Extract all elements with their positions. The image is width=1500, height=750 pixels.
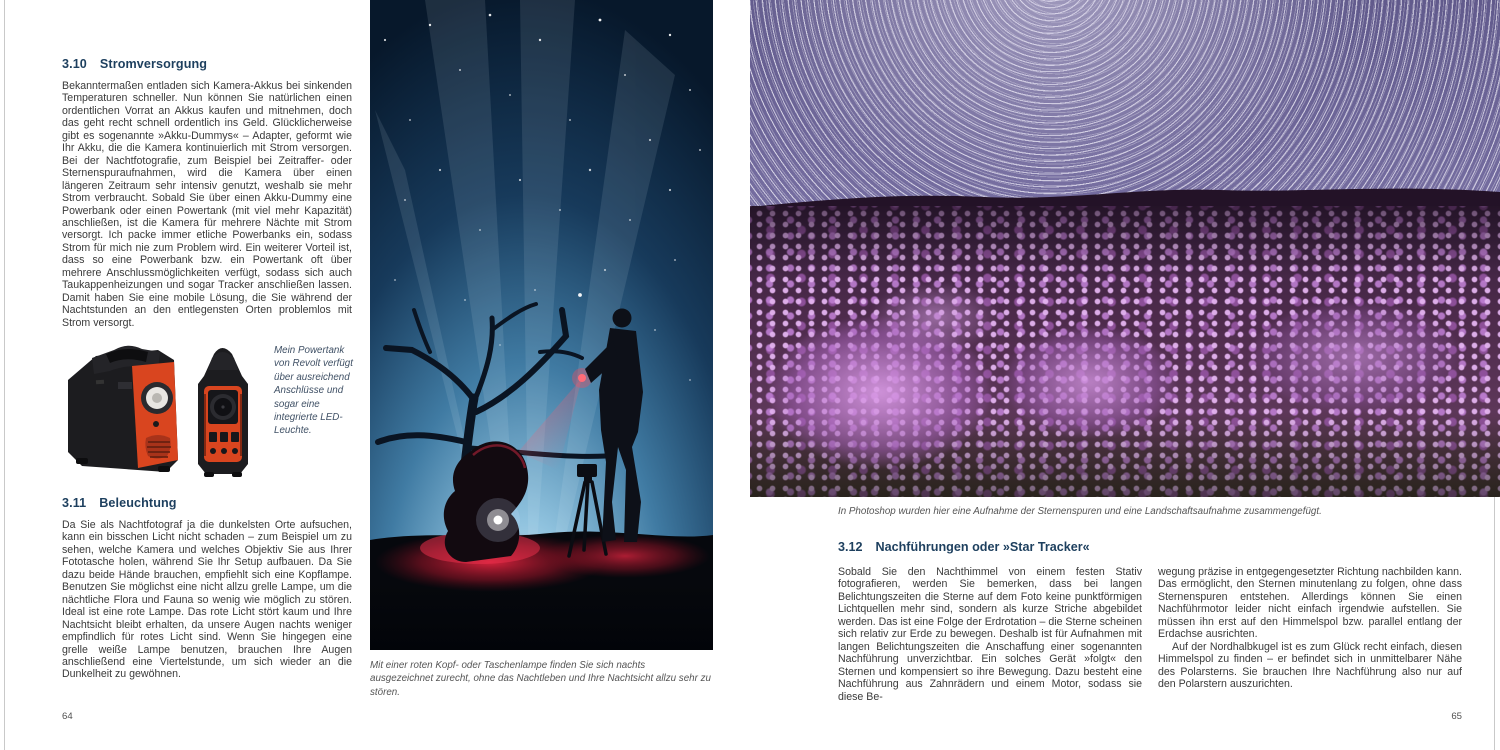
section-stromversorgung	[62, 57, 352, 329]
center-photo-caption: Mit einer roten Kopf- oder Taschenlampe finden Sie sich nachts ausgezeichnet zurecht, ohne das Nachtleben und Ihre Nachtsicht allzu sehr zu stören.	[370, 660, 711, 698]
flower-field	[750, 206, 1500, 497]
column-paragraph: wegung präzise in entgegengesetzter Richtung nachbilden kann. Das ermöglicht, den Sternen minutenlang zu folgen, ohne dass Sternenspuren entstehen. Allerdings können Sie einen Nachführmotor leider nicht einfach irgendwie aufstellen. Sie müssen ihn erst auf den Himmelspol bzw. parallel entlang der Erdachse ausrichten.	[1158, 566, 1462, 641]
powertank-figure	[62, 338, 352, 488]
section-number: 3.12	[838, 540, 863, 554]
page-number-left: 64	[62, 711, 73, 722]
section-title: Nachführungen oder »Star Tracker«	[875, 540, 1090, 554]
section-title: Stromversorgung	[99, 57, 208, 71]
powertank-three-quarter-view	[68, 346, 178, 472]
section-column-1: Sobald Sie den Nachthimmel von einem festen Stativ fotografieren, werden Sie bemerken, dass bei langen Belichtungszeiten die Sterne auf dem Foto keine punktförmigen Lichtquellen mehr sind, sondern als kurze Striche abgebildet werden. Das ist eine Folge der Erdrotation – die Sterne scheinen sich relativ zur Erde zu bewegen. Deshalb ist für Aufnahmen mit langen Belichtungszeiten die Anschaffung einer sogenannten Nachführung unverzichtbar. Ein solches Gerät »folgt« den Sternen und kompensiert so ihre Bewegung. Dazu besteht eine Nachführung aus Zahnrädern und einem Motor, sodass sie diese Be-	[838, 566, 1142, 703]
section-body-text: Bekanntermaßen entladen sich Kamera-Akkus bei sinkenden Temperaturen schneller. Nun können Sie natürlichen einen ordentlichen Vorrat an Akkus kaufen und mitnehmen, doch das geht recht schnell ordentlich ins Geld. Glücklicherweise gibt es sogenannte »Akku-Dummys« – Adapter, geformt wie Ihr Akku, die die Kamera kontinuierlich mit Strom versorgen. Bei der Nachtfotografie, zum Beispiel bei Zeitraffer- oder Sternenspuraufnahmen, wird die Kamera über einen längeren Zeitraum sehr intensiv genutzt, weshalb sie mehr Strom verbraucht. Sobald Sie über einen Akku-Dummy eine Powerbank oder einen Powertank (mit viel mehr Kapazität) anschließen, ist die Kamera für mehrere Nächte mit Strom versorgt. Ich packe immer etliche Powerbanks ein, sodass Strom für mich nie zum Problem wird. Ein weiterer Vorteil ist, dass so eine Powerbank bzw. ein Powertank oft über mehrere Anschlussmöglichkeiten verfügt, sodass sich auch Taukappenheizungen und sogar Tracker anschließen lassen. Damit haben Sie eine mobile Lösung, die Sie während der Nachtstunden an den entlegensten Orten problemlos mit Strom versorgt.	[62, 80, 352, 329]
powertank-front-view	[198, 348, 248, 477]
section-beleuchtung	[62, 496, 352, 681]
night-photographers-figure	[370, 0, 713, 699]
flower-cluster	[1250, 302, 1460, 412]
section-column-2	[1158, 566, 1462, 691]
powertank-caption: Mein Powertank von Revolt verfügt über ausreichend Anschlüsse und sogar eine integrierte LED-Leuchte.	[274, 345, 353, 437]
night-photographers-photo	[370, 0, 713, 650]
section-number: 3.10	[62, 57, 87, 71]
camera-on-tripod	[577, 464, 597, 477]
section-heading	[838, 540, 1462, 554]
section-body-text: Da Sie als Nachtfotograf ja die dunkelsten Orte aufsuchen, kann ein bisschen Licht nicht schaden – zum Beispiel um zu sehen, welche Kamera und welches Objektiv Sie aus Ihrer Fototasche holen, während Sie Ihr Setup aufbauen. Da Sie dazu beide Hände brauchen, empfiehlt sich eine Kopflampe. Benutzen Sie möglichst eine nicht allzu grelle Lampe, um die nächtliche Flora und Fauna so wenig wie möglich zu stören. Ideal ist eine rote Lampe. Das rote Licht stört kaum und Ihre Nachtsicht bleibt erhalten, da unsere Augen nachts weniger empfindlich für rotes Licht sind. Wenn Sie hingegen eine grelle weiße Lampe benutzen, brauchen Ihre Augen anschließend eine Viertelstunde, um sich wieder an die Dunkelheit zu gewöhnen.	[62, 519, 352, 681]
page-number-right: 65	[1451, 711, 1462, 722]
flower-cluster	[1005, 327, 1175, 437]
left-page-edge-line	[4, 0, 5, 750]
right-photo-caption: In Photoshop wurden hier eine Aufnahme der Sternenspuren und eine Landschaftsaufnahme zusammengefügt.	[838, 506, 1322, 517]
section-heading	[62, 496, 352, 510]
red-flashlight	[578, 374, 586, 382]
section-title: Beleuchtung	[99, 496, 177, 510]
flower-cluster	[870, 282, 1000, 352]
star-trails-photo	[750, 0, 1500, 497]
powertank-photo	[62, 340, 262, 486]
white-work-light	[494, 516, 503, 525]
section-heading	[62, 57, 352, 71]
section-number: 3.11	[62, 496, 87, 510]
column-paragraph: Auf der Nordhalbkugel ist es zum Glück recht einfach, diesen Himmelspol zu finden – er befindet sich in unmittelbarer Nähe des Polarsterns. Sie brauchen Ihre Nachführung also nur auf den Polarstern auszurichten.	[1158, 640, 1462, 691]
